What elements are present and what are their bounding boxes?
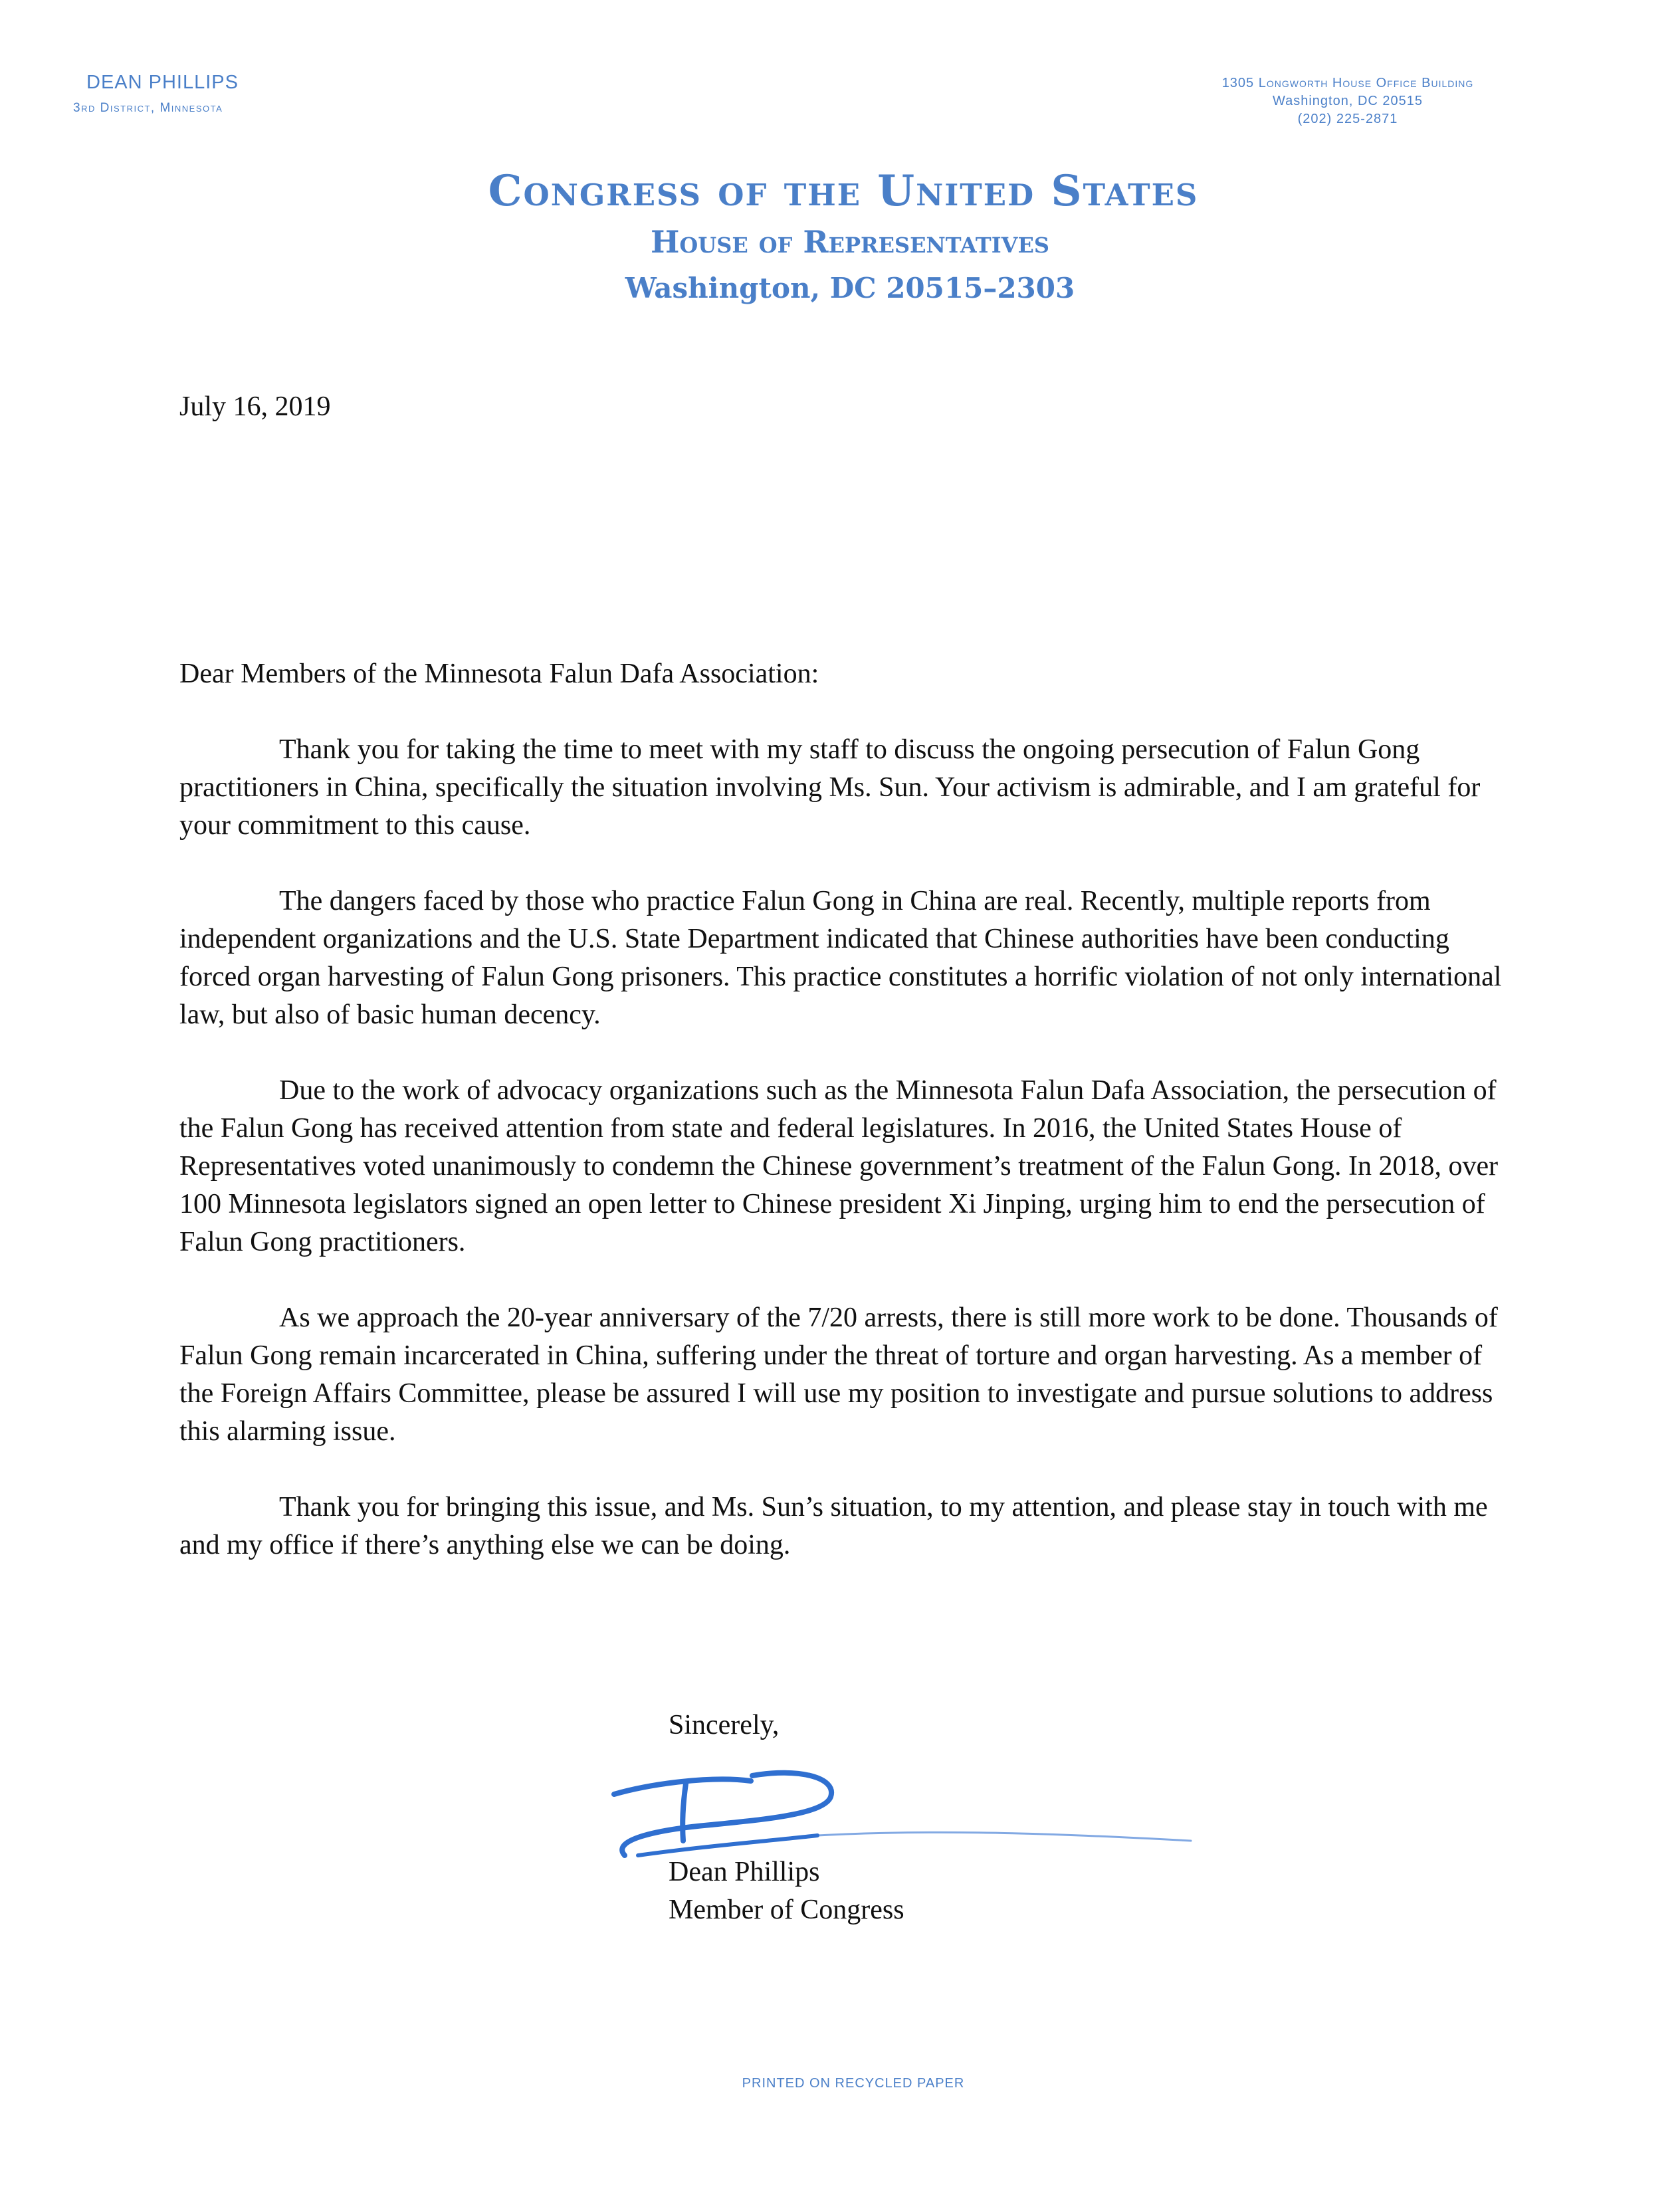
letterhead-house: House of Representatives	[650, 224, 1050, 260]
sender-district: 3rd District, Minnesota	[73, 101, 223, 115]
letter-body	[179, 655, 1509, 1602]
letterhead	[0, 166, 1680, 304]
paragraph: Thank you for bringing this issue, and Ms. Sun’s situation, to my attention, and please stay in touch with me and my office if there’s anything else we can be doing.	[179, 1492, 1488, 1560]
letterhead-city: Washington, DC 20515–2303	[625, 272, 1075, 304]
paragraph: As we approach the 20-year anniversary of the 7/20 arrests, there is still more work to be done. Thousands of Falun Gong remain incarcerated in China, suffering under the threat of torture and organ harvesting. As a member of the Foreign Affairs Committee, please be assured I will use my position to investigate and pursue solutions to address this alarming issue.	[179, 1302, 1498, 1447]
office-building: 1305 Longworth House Office Building	[1221, 76, 1474, 90]
salutation: Dear Members of the Minnesota Falun Dafa Association:	[179, 659, 819, 689]
office-address	[1115, 74, 1580, 128]
paragraph: Due to the work of advocacy organizations such as the Minnesota Falun Dafa Association, the persecution of the Falun Gong has received attention from state and federal legislatures. In 2016, the United States House of Representatives voted unanimously to condemn the Chinese government’s treatment of the Falun Gong. In 2018, over 100 Minnesota legislators signed an open letter to Chinese president Xi Jinping, urging him to end the persecution of Falun Gong practitioners.	[179, 1075, 1499, 1257]
sender-name: DEAN PHILLIPS	[86, 72, 239, 93]
office-phone: (202) 225-2871	[1297, 112, 1398, 126]
signer-name: Dean Phillips	[669, 1857, 820, 1887]
signer-title: Member of Congress	[669, 1895, 904, 1925]
paragraph: Thank you for taking the time to meet with my staff to discuss the ongoing persecution of Falun Gong practitioners in China, specifically the situation involving Ms. Sun. Your activism is admirable, and I am grateful for your commitment to this cause.	[179, 734, 1481, 841]
closing: Sincerely,	[669, 1710, 780, 1740]
letter-date: July 16, 2019	[179, 391, 331, 422]
signature	[598, 1756, 1196, 1869]
footer-recycled-note: PRINTED ON RECYCLED PAPER	[742, 2076, 965, 2091]
letterhead-congress: Congress of the United States	[488, 166, 1199, 216]
office-city: Washington, DC 20515	[1272, 94, 1423, 108]
paragraph: The dangers faced by those who practice Falun Gong in China are real. Recently, multiple reports from independent organizations and the U.S. State Department indicated that Chinese authorities have been conducting forced organ harvesting of Falun Gong prisoners. This practice constitutes a horrific violation of not only international law, but also of basic human decency.	[179, 886, 1502, 1030]
